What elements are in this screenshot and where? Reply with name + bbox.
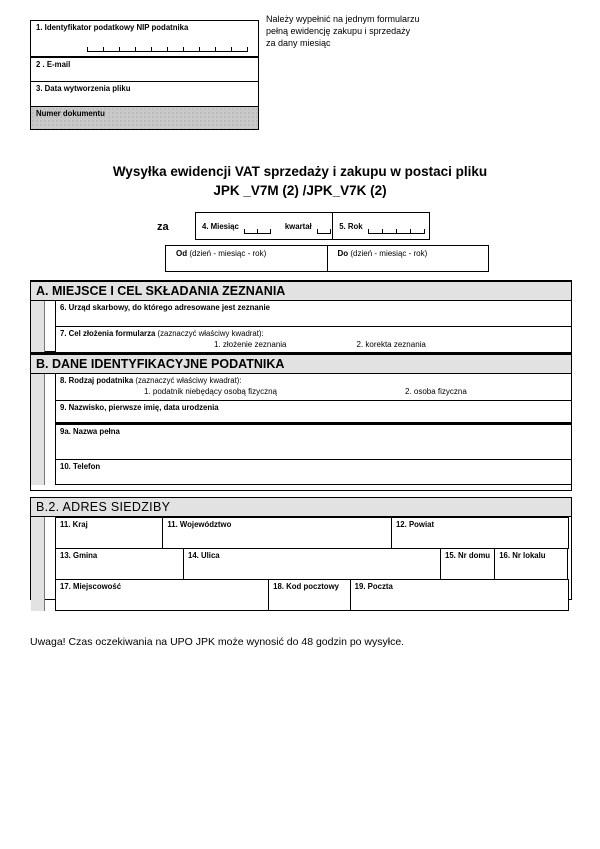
filing-purpose-option-zlozenie[interactable]: 1. złożenie zeznania xyxy=(214,339,287,349)
year-input-segments[interactable] xyxy=(368,229,425,234)
country-label: 11. Kraj xyxy=(60,519,88,529)
date-to-label: Do xyxy=(337,249,349,258)
post-office-label: 19. Poczta xyxy=(354,581,393,591)
house-number-field[interactable] xyxy=(440,548,495,580)
filing-purpose-option-korekta[interactable]: 2. korekta zeznania xyxy=(356,339,426,349)
taxpayer-type-field xyxy=(56,374,571,401)
instruction-note-line3: za dany miesiąc xyxy=(266,38,331,49)
footer-note: Uwaga! Czas oczekiwania na UPO JPK może wynosić do 48 godzin po wysyłce. xyxy=(30,636,405,648)
postal-code-field[interactable] xyxy=(268,579,351,611)
period-za-label: za xyxy=(157,221,169,233)
section-b2-body xyxy=(31,517,571,611)
voivodeship-label: 11. Województwo xyxy=(167,519,232,529)
section-a-body xyxy=(31,301,571,353)
municipality-label: 13. Gmina xyxy=(60,550,98,560)
section-b xyxy=(30,352,572,491)
date-from-label: Od xyxy=(176,249,188,258)
phone-field[interactable] xyxy=(56,460,571,485)
date-to-hint: (dzień - miesiąc - rok) xyxy=(348,249,428,258)
file-creation-date-label: 3. Data wytworzenia pliku xyxy=(36,84,131,93)
county-label: 12. Powiat xyxy=(395,519,435,529)
email-field-label: 2 . E-mail xyxy=(36,60,71,69)
full-name-label: 9a. Nazwa pełna xyxy=(60,426,120,436)
street-label: 14. Ulica xyxy=(188,550,220,560)
county-field[interactable] xyxy=(391,517,569,549)
section-a-gutter xyxy=(31,301,45,353)
date-to-field[interactable] xyxy=(327,246,489,271)
filing-purpose-label: 7. Cel złożenia formularza xyxy=(60,328,156,338)
instruction-note xyxy=(266,13,420,49)
street-field[interactable] xyxy=(183,548,441,580)
document-number-label: Numer dokumentu xyxy=(36,109,105,118)
taxpayer-type-option-nonperson[interactable]: 1. podatnik niebędący osobą fizyczną xyxy=(144,386,277,396)
voivodeship-field[interactable] xyxy=(162,517,392,549)
surname-name-birthdate-label: 9. Nazwisko, pierwsze imię, data urodzenia xyxy=(60,402,219,412)
section-a xyxy=(30,280,572,352)
city-field[interactable] xyxy=(55,579,269,611)
document-number-field xyxy=(31,107,258,129)
municipality-field[interactable] xyxy=(55,548,184,580)
file-creation-date-field[interactable] xyxy=(31,82,258,107)
postal-code-label: 18. Kod pocztowy xyxy=(273,581,339,591)
section-b2 xyxy=(30,497,572,600)
section-a-header: A. MIEJSCE I CEL SKŁADANIA ZEZNANIA xyxy=(31,282,571,301)
section-b2-gutter xyxy=(31,517,45,611)
month-input-segments[interactable] xyxy=(244,229,271,234)
post-office-field[interactable] xyxy=(350,579,569,611)
full-name-field[interactable] xyxy=(56,423,571,460)
taxpayer-type-option-person[interactable]: 2. osoba fizyczna xyxy=(404,386,467,396)
period-box xyxy=(195,212,430,240)
year-label: 5. Rok xyxy=(339,222,363,231)
quarter-label: kwartał xyxy=(284,222,312,231)
taxpayer-type-hint: (zaznaczyć właściwy kwadrat): xyxy=(133,375,242,385)
nip-field[interactable] xyxy=(31,21,258,58)
form-title-line1: Wysyłka ewidencji VAT sprzedaży i zakupu w postaci pliku xyxy=(112,164,488,179)
apartment-number-field[interactable] xyxy=(494,548,568,580)
section-b2-header: B.2. ADRES SIEDZIBY xyxy=(31,498,571,517)
section-b-gutter xyxy=(31,374,45,485)
apartment-number-label: 16. Nr lokalu xyxy=(499,550,546,560)
taxpayer-meta-box xyxy=(30,20,259,130)
surname-name-birthdate-field[interactable] xyxy=(56,401,571,423)
month-label: 4. Miesiąc xyxy=(202,222,239,231)
date-from-hint: (dzień - miesiąc - rok) xyxy=(187,249,267,258)
email-field[interactable] xyxy=(31,58,258,82)
instruction-note-line1: Należy wypełnić na jednym formularzu xyxy=(266,14,420,24)
section-b-header: B. DANE IDENTYFIKACYJNE PODATNIKA xyxy=(31,355,571,374)
instruction-note-line2: pełną ewidencję zakupu i sprzedaży xyxy=(266,26,411,37)
filing-purpose-field xyxy=(56,327,571,353)
tax-office-field[interactable] xyxy=(56,301,571,327)
phone-label: 10. Telefon xyxy=(60,461,101,471)
form-title xyxy=(0,163,600,201)
year-cell xyxy=(332,213,429,239)
tax-office-label: 6. Urząd skarbowy, do którego adresowane jest zeznanie xyxy=(60,302,271,312)
month-quarter-cell xyxy=(196,213,332,239)
taxpayer-type-label: 8. Rodzaj podatnika xyxy=(60,375,134,385)
house-number-label: 15. Nr domu xyxy=(445,550,491,560)
date-from-field[interactable] xyxy=(166,246,327,271)
date-range-box xyxy=(165,245,489,272)
nip-field-label: 1. Identyfikator podatkowy NIP podatnika xyxy=(36,23,189,32)
nip-input-segments[interactable] xyxy=(87,47,248,52)
quarter-input-segment[interactable] xyxy=(317,229,331,234)
country-field[interactable] xyxy=(55,517,163,549)
form-title-line2: JPK _V7M (2) /JPK_V7K (2) xyxy=(213,182,387,198)
section-b-body xyxy=(31,374,571,485)
filing-purpose-hint: (zaznaczyć właściwy kwadrat): xyxy=(155,328,264,338)
city-label: 17. Miejscowość xyxy=(60,581,122,591)
